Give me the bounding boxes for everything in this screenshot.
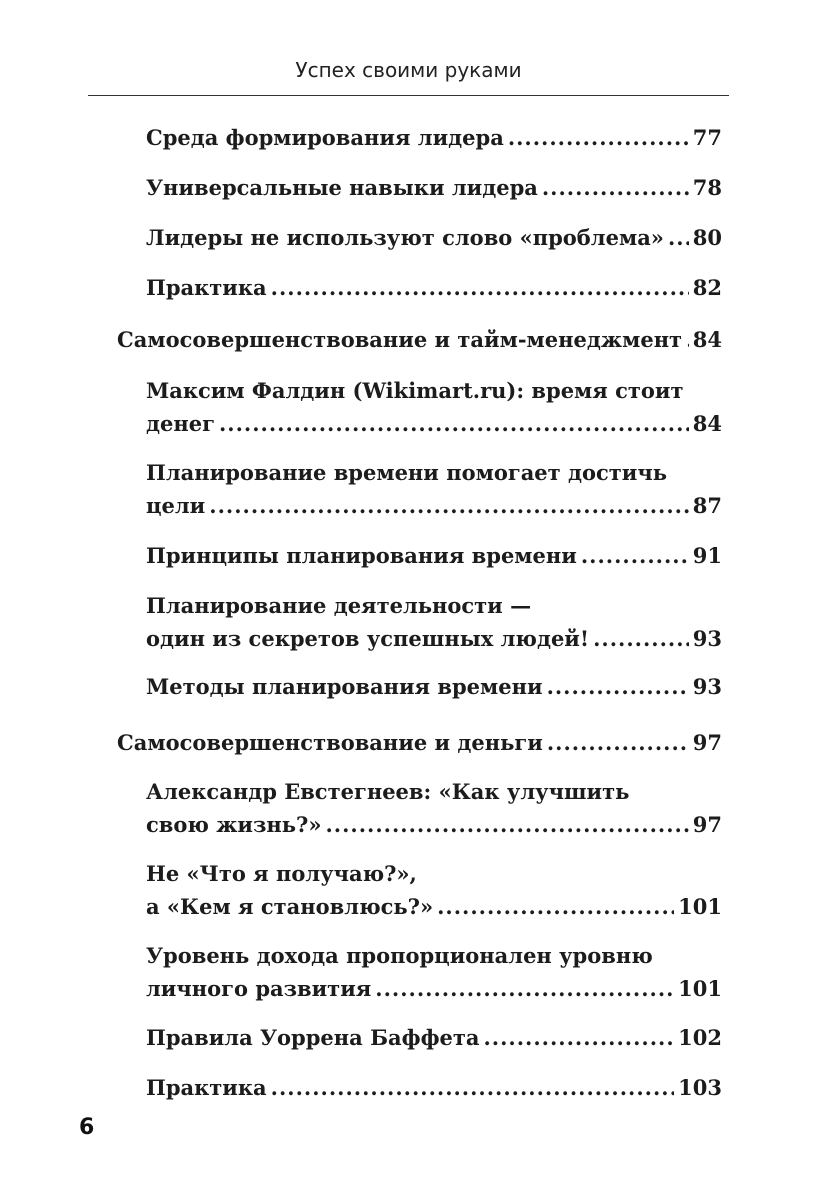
toc-entry-title: денег xyxy=(146,411,215,436)
toc-entry[interactable] xyxy=(146,374,722,440)
leader-dots xyxy=(219,407,689,440)
toc-entry-title: цели xyxy=(146,493,206,518)
leader-dots xyxy=(668,221,689,254)
toc-page-number: 84 xyxy=(692,411,722,436)
leader-dots xyxy=(508,121,689,154)
toc-entry-title-line: Не «Что я получаю?», xyxy=(146,861,417,886)
toc-page-number: 93 xyxy=(692,674,722,699)
leader-dots xyxy=(484,1021,675,1054)
page-number: 6 xyxy=(79,1115,95,1140)
toc-section-entry[interactable] xyxy=(117,726,722,759)
toc-entry[interactable] xyxy=(146,670,722,703)
toc-entry[interactable] xyxy=(146,456,722,522)
toc-page-number: 91 xyxy=(692,543,722,568)
toc-entry-title: Практика xyxy=(146,275,267,300)
toc-section-title: Самосовершенствование и тайм-менеджмент xyxy=(117,327,683,352)
leader-dots xyxy=(686,323,689,356)
toc-entry[interactable] xyxy=(146,775,722,841)
toc-entry-title: Практика xyxy=(146,1075,267,1100)
leader-dots xyxy=(593,622,689,655)
toc-entry-title: Методы планирования времени xyxy=(146,674,543,699)
toc-entry-title: Принципы планирования времени xyxy=(146,543,577,568)
toc-page-number: 78 xyxy=(692,175,722,200)
leader-dots xyxy=(271,1071,675,1104)
leader-dots xyxy=(581,539,689,572)
leader-dots xyxy=(209,489,689,522)
toc-page-number: 103 xyxy=(678,1075,722,1100)
toc-entry-title: Правила Уоррена Баффета xyxy=(146,1025,480,1050)
leader-dots xyxy=(375,972,674,1005)
toc-entry[interactable] xyxy=(146,221,722,254)
toc-entry-title-line: Александр Евстегнеев: «Как улучшить xyxy=(146,779,630,804)
toc-page-number: 101 xyxy=(678,976,722,1001)
toc-page-number: 101 xyxy=(678,894,722,919)
toc-entry-title: Среда формирования лидера xyxy=(146,125,504,150)
toc-entry[interactable] xyxy=(146,1071,722,1104)
toc-entry-title-line: Планирование времени помогает достичь xyxy=(146,460,667,485)
leader-dots xyxy=(271,271,689,304)
toc-page-number: 84 xyxy=(692,327,722,352)
toc-page-number: 93 xyxy=(692,626,722,651)
toc-entry-title: личного развития xyxy=(146,976,372,1001)
toc-page-number: 97 xyxy=(692,812,722,837)
toc-entry-title: а «Кем я становлюсь?» xyxy=(146,894,434,919)
toc-page-number: 77 xyxy=(692,125,722,150)
toc-section-title: Самосовершенствование и деньги xyxy=(117,730,543,755)
toc-entry-title-line: Планирование деятельности — xyxy=(146,593,532,618)
toc-section-entry[interactable] xyxy=(117,323,722,356)
toc-entry[interactable] xyxy=(146,539,722,572)
toc-page-number: 97 xyxy=(692,730,722,755)
toc-entry-title-line: Уровень дохода пропорционален уровню xyxy=(146,943,653,968)
toc-page-number: 87 xyxy=(692,493,722,518)
leader-dots xyxy=(437,890,674,923)
toc-page-number: 82 xyxy=(692,275,722,300)
toc-entry[interactable] xyxy=(146,939,722,1005)
toc-entry[interactable] xyxy=(146,121,722,154)
toc-entry[interactable] xyxy=(146,589,722,655)
toc-entry-title: один из секретов успешных людей! xyxy=(146,626,590,651)
toc-entry-title: Универсальные навыки лидера xyxy=(146,175,538,200)
toc-page-number: 80 xyxy=(692,225,722,250)
toc-entry[interactable] xyxy=(146,857,722,923)
toc-entry-title-line: Максим Фалдин (Wikimart.ru): время стоит xyxy=(146,378,684,403)
toc-entry[interactable] xyxy=(146,171,722,204)
toc-entry[interactable] xyxy=(146,1021,722,1054)
toc-entry-title: Лидеры не используют слово «проблема» xyxy=(146,225,664,250)
toc-entry-title: свою жизнь?» xyxy=(146,812,322,837)
leader-dots xyxy=(547,726,689,759)
toc-entry[interactable] xyxy=(146,271,722,304)
running-head: Успех своими руками xyxy=(295,58,522,82)
leader-dots xyxy=(542,171,689,204)
leader-dots xyxy=(325,808,688,841)
toc-page-number: 102 xyxy=(678,1025,722,1050)
leader-dots xyxy=(547,670,689,703)
